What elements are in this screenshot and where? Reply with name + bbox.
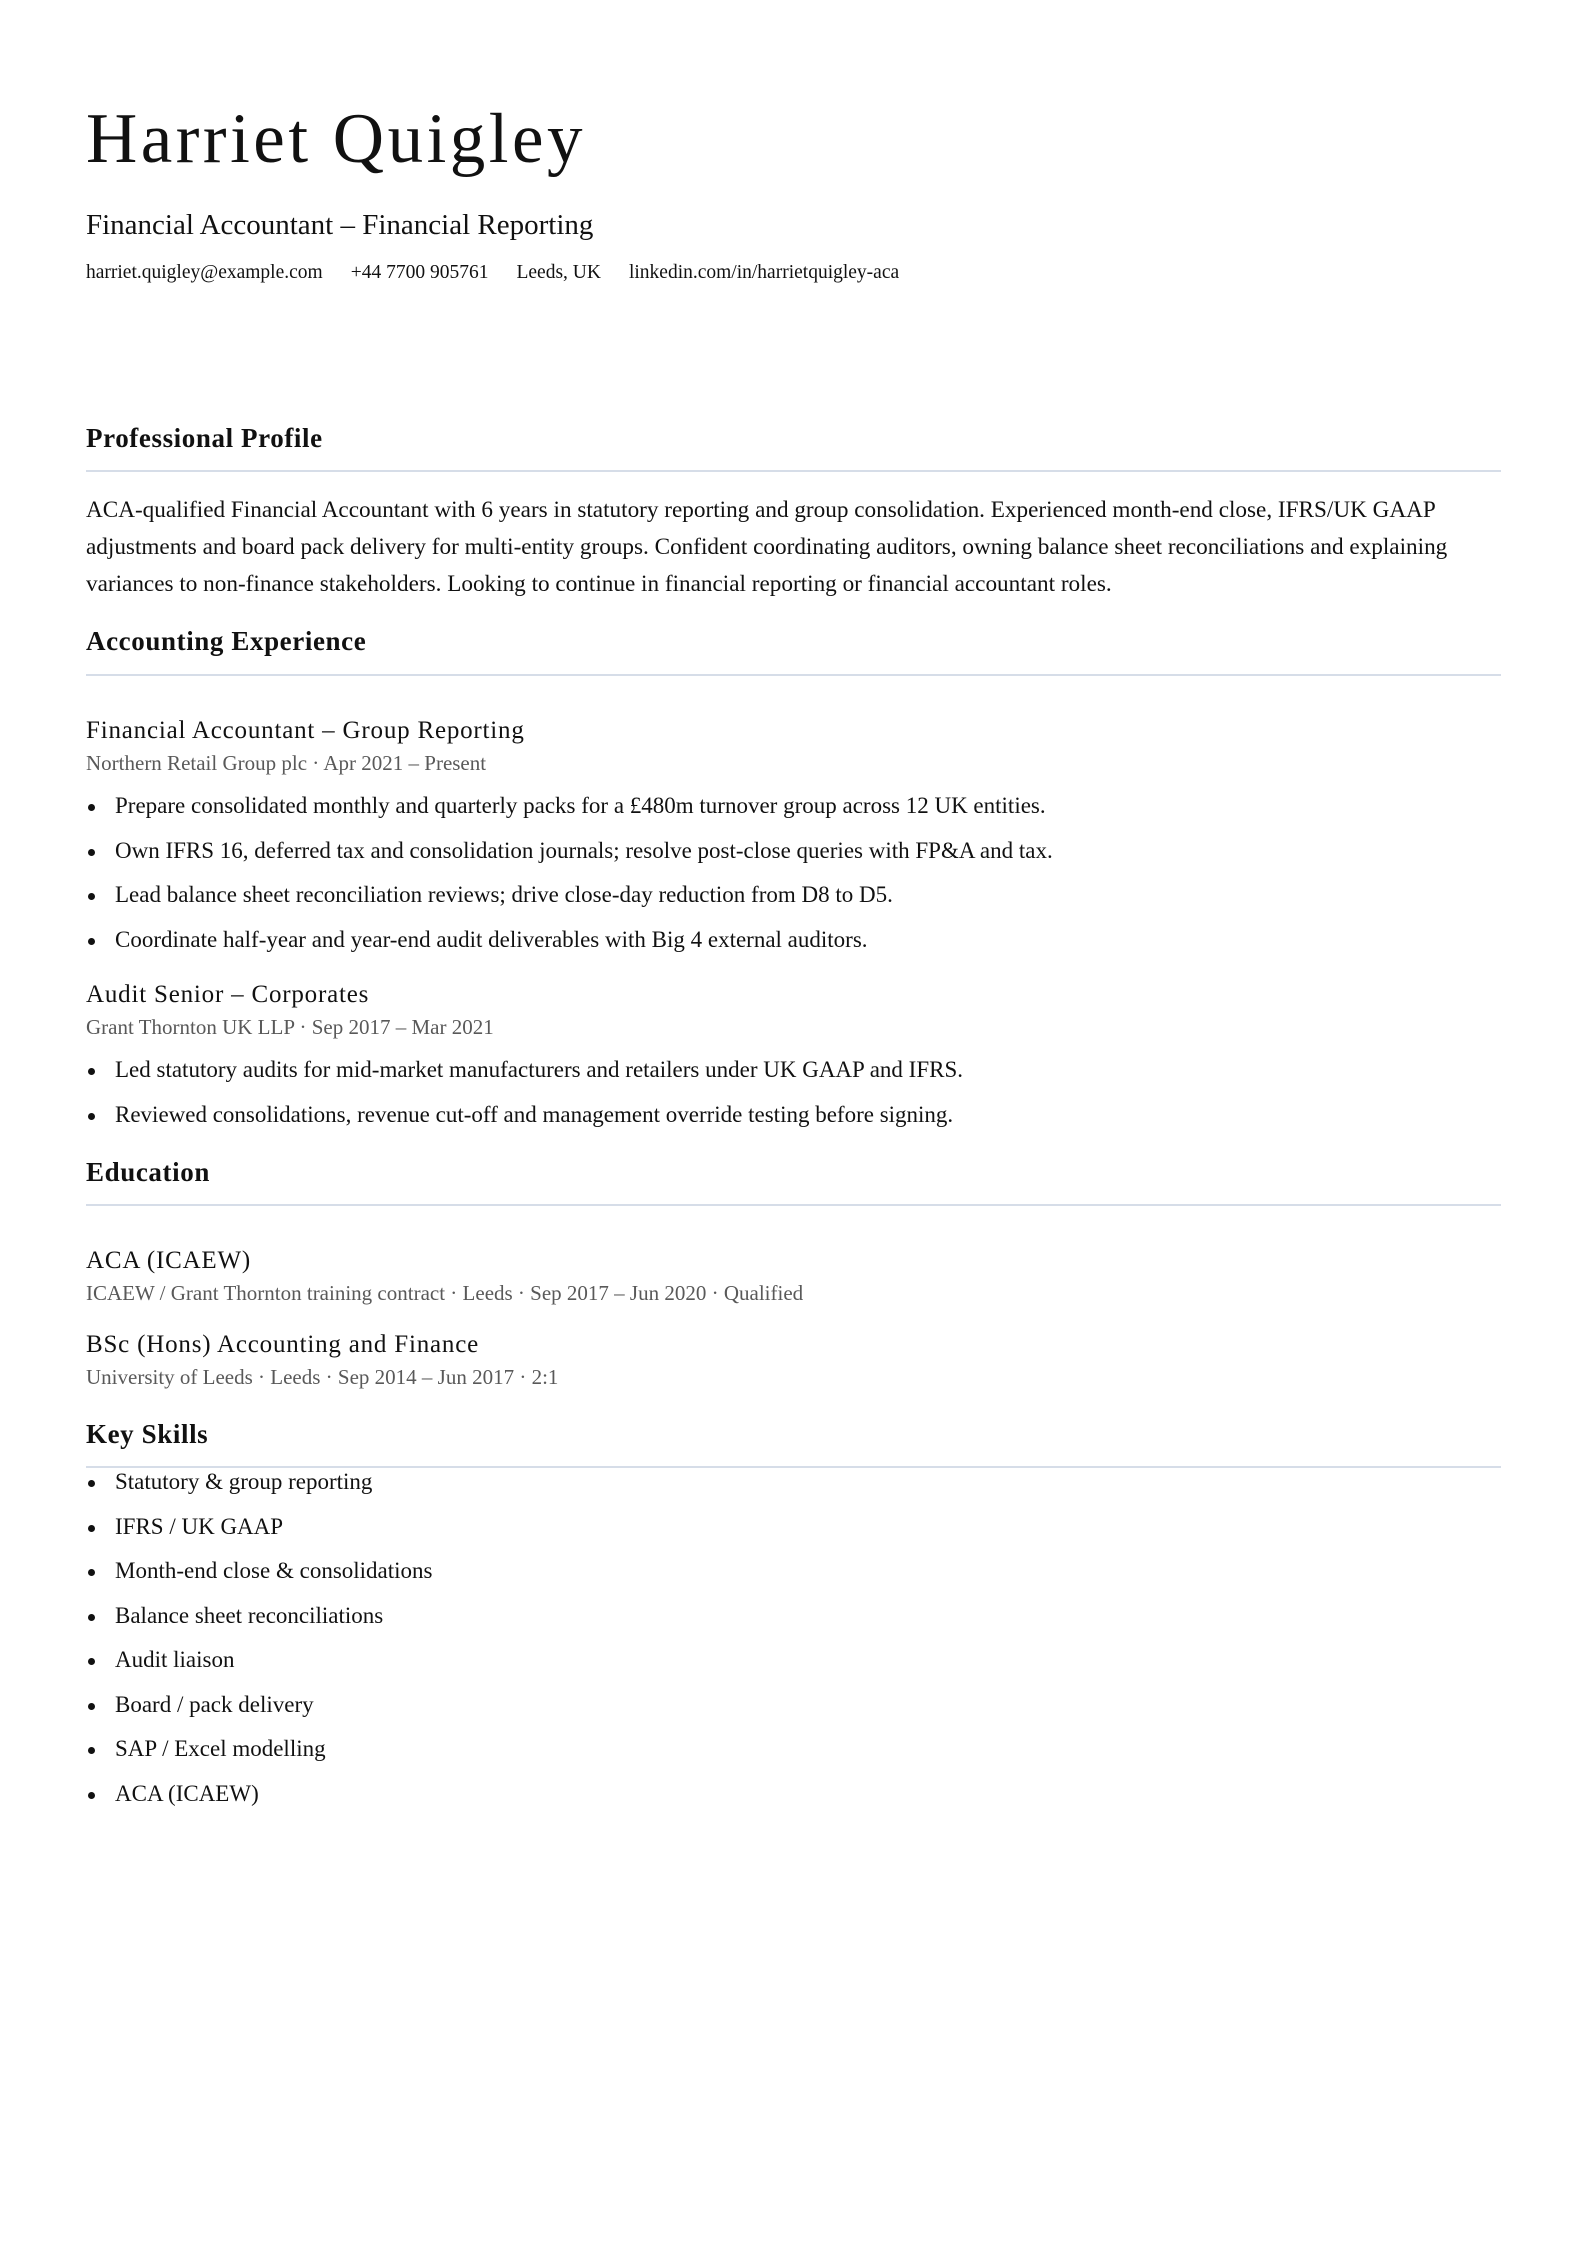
skills-section <box>86 1418 1501 1808</box>
profile-section <box>86 422 1501 603</box>
contact-email: harriet.quigley@example.com <box>86 262 323 284</box>
job-bullet: Own IFRS 16, deferred tax and consolidation journals; resolve post-close queries with FP&A and tax. <box>86 837 1501 865</box>
skill-item: IFRS / UK GAAP <box>86 1513 1501 1541</box>
skill-item: Audit liaison <box>86 1646 1501 1674</box>
skill-item: SAP / Excel modelling <box>86 1735 1501 1763</box>
job-title: Audit Senior – Corporates <box>86 980 370 1008</box>
experience-section <box>86 625 1501 1129</box>
job-entry <box>86 716 1501 954</box>
job-bullets <box>86 1056 1501 1129</box>
resume-header <box>86 100 1501 285</box>
skill-item: Board / pack delivery <box>86 1691 1501 1719</box>
skill-item: ACA (ICAEW) <box>86 1780 1501 1808</box>
contact-phone: +44 7700 905761 <box>350 262 489 284</box>
job-meta: Grant Thornton UK LLP · Sep 2017 – Mar 2021 <box>86 1014 494 1039</box>
skill-item: Statutory & group reporting <box>86 1468 1501 1496</box>
section-title-education: Education <box>86 1156 210 1187</box>
section-divider <box>86 1204 1501 1206</box>
job-bullet: Reviewed consolidations, revenue cut-off and management override testing before signing. <box>86 1101 1501 1129</box>
section-divider <box>86 470 1501 472</box>
contact-location: Leeds, UK <box>516 262 601 284</box>
job-meta: Northern Retail Group plc · Apr 2021 – Present <box>86 750 487 775</box>
job-title: Financial Accountant – Group Reporting <box>86 716 525 744</box>
education-entry <box>86 1246 1501 1306</box>
education-meta: ICAEW / Grant Thornton training contract · Leeds · Sep 2017 – Jun 2020 · Qualified <box>86 1281 804 1306</box>
job-entry <box>86 980 1501 1129</box>
job-bullet: Lead balance sheet reconciliation reviews; drive close-day reduction from D8 to D5. <box>86 881 1501 909</box>
candidate-headline: Financial Accountant – Financial Reporting <box>86 209 594 241</box>
section-title-skills: Key Skills <box>86 1418 209 1449</box>
contact-line <box>86 261 1501 284</box>
job-bullet: Led statutory audits for mid-market manufacturers and retailers under UK GAAP and IFRS. <box>86 1056 1501 1084</box>
job-bullet: Coordinate half-year and year-end audit deliverables with Big 4 external auditors. <box>86 926 1501 954</box>
skill-item: Balance sheet reconciliations <box>86 1602 1501 1630</box>
skills-list <box>86 1468 1501 1808</box>
candidate-name: Harriet Quigley <box>86 100 587 178</box>
education-title: ACA (ICAEW) <box>86 1247 252 1275</box>
education-title: BSc (Hons) Accounting and Finance <box>86 1331 480 1359</box>
section-title-experience: Accounting Experience <box>86 626 367 657</box>
education-meta: University of Leeds · Leeds · Sep 2014 – Jun 2017 · 2:1 <box>86 1365 559 1390</box>
contact-linkedin: linkedin.com/in/harrietquigley-aca <box>628 262 900 284</box>
education-entry <box>86 1330 1501 1390</box>
profile-summary: ACA-qualified Financial Accountant with 6 years in statutory reporting and group consolidation. Experienced month-end close, IFRS/UK GAAP adjustments and board pack delivery for multi-entity groups. Confident coordinating auditors, owning balance sheet reconciliations and explaining variances to non-finance stakeholders. Looking to continue in financial reporting or financial accountant roles. <box>86 497 1448 598</box>
job-bullets <box>86 792 1501 954</box>
section-title-profile: Professional Profile <box>86 422 323 453</box>
section-divider <box>86 674 1501 676</box>
job-bullet: Prepare consolidated monthly and quarterly packs for a £480m turnover group across 12 UK entities. <box>86 792 1501 820</box>
education-section <box>86 1156 1501 1391</box>
skill-item: Month-end close & consolidations <box>86 1557 1501 1585</box>
